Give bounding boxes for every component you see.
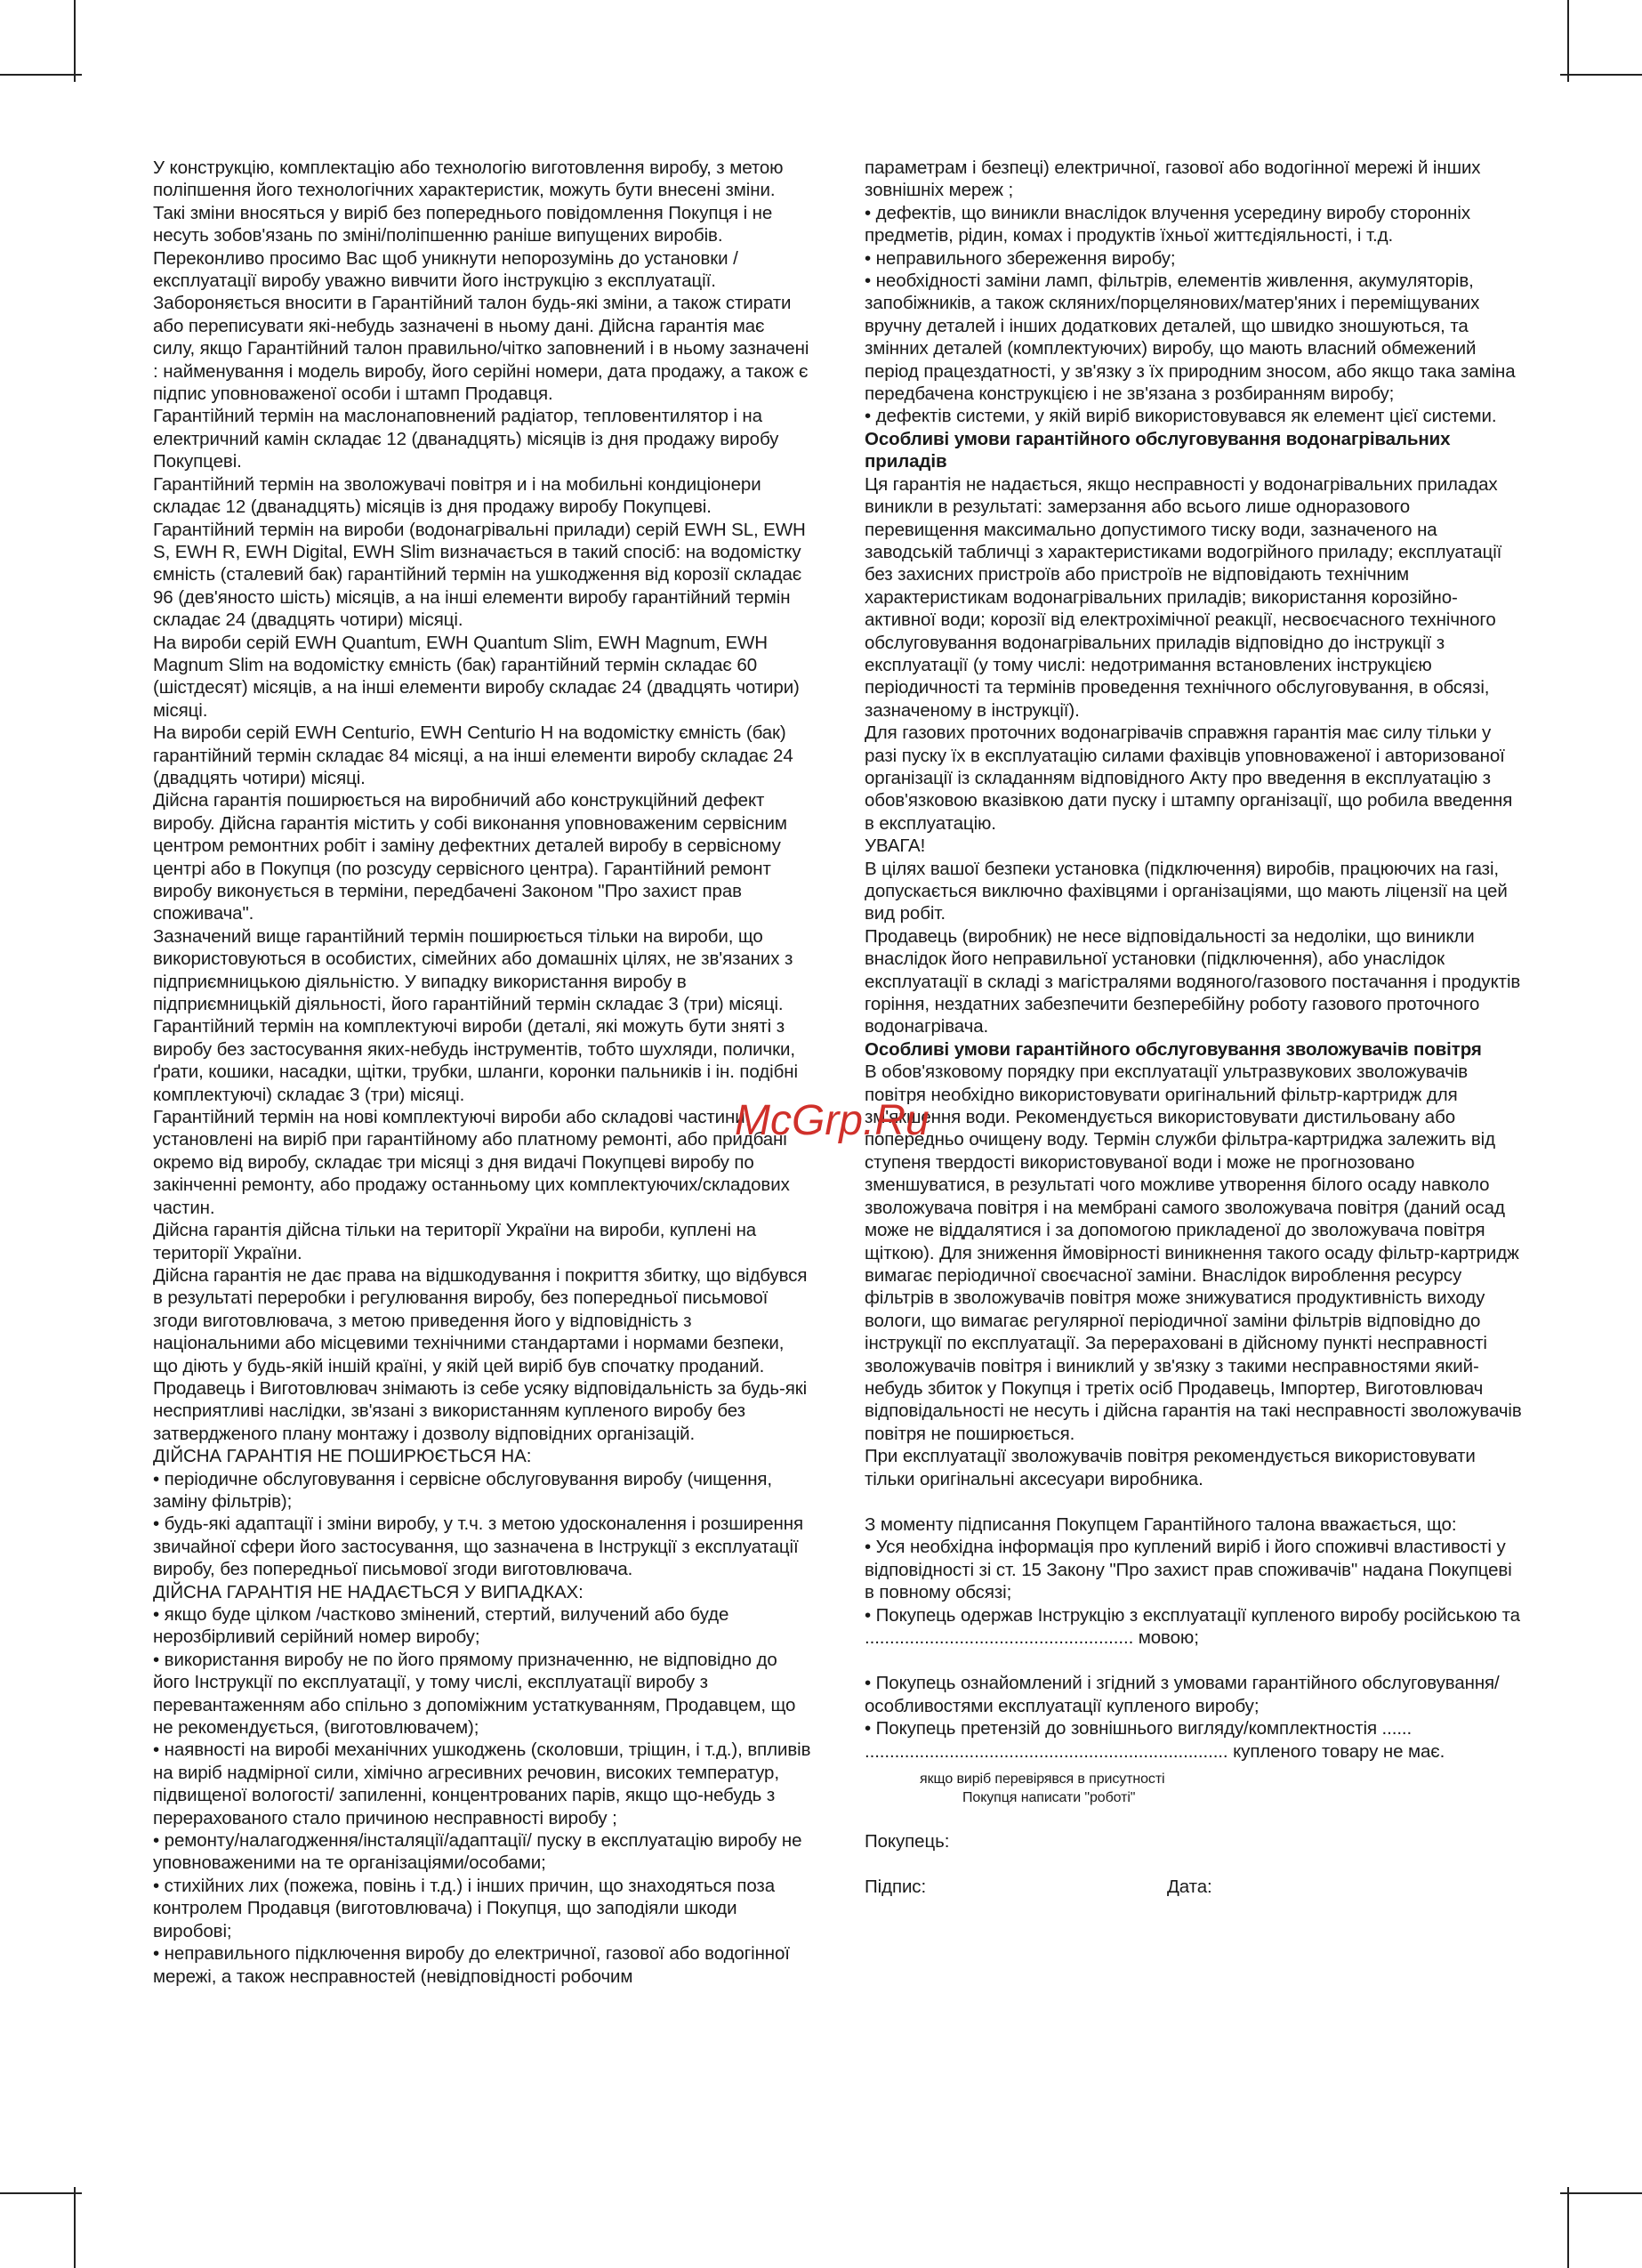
spacer bbox=[865, 1490, 1523, 1513]
crop-mark-top-right-h bbox=[1560, 74, 1642, 76]
heading-humidifiers: Особливі умови гарантійного обслуговування зволожувачів повітря bbox=[865, 1038, 1482, 1060]
tested-note bbox=[920, 1770, 1523, 1807]
paragraph: • будь-які адаптації і зміни виробу, у т.ч. з метою удосконалення і розширення звичайної сфери його застосування, що зазначена в Інструкції з експлуатації виробу, без попередньої письмової згоди виготовлювача. bbox=[153, 1513, 803, 1580]
right-intro-block bbox=[865, 157, 1523, 428]
paragraph: Гарантійний термін на нові комплектуючі вироби або складові частини, установлені на виріб при гарантійному або платному ремонті, або придбані окремо від виробу, складає три місяці з дня видачі Покупцеві виробу по закінченні ремонту, або продажу останньому цих комплектуючих/складових частин. bbox=[153, 1107, 790, 1218]
closing-block-2 bbox=[865, 1672, 1523, 1763]
buyer-label: Покупець: bbox=[865, 1831, 950, 1852]
paragraph: В цілях вашої безпеки установка (підключення) виробів, працюючих на газі, допускається виключно фахівцями і організаціями, що мають ліцензії на цей вид робіт. bbox=[865, 858, 1508, 924]
paragraph: Переконливо просимо Вас щоб уникнути непорозумінь до установки / експлуатації виробу уважно вивчити його інструкцію з експлуатації. Забороняється вносити в Гарантійний талон будь-які зміни, а також стирати або переписувати які-небудь зазначені в ньому дані. Дійсна гарантія має силу, якщо Гарантійний талон правильно/чітко заповнений і в ньому зазначені : найменування і модель виробу, його серійні номери, дата продажу, а також є підпис уповноваженої особи і штамп Продавця. bbox=[153, 247, 809, 405]
crop-mark-top-left-v bbox=[74, 0, 76, 82]
paragraph: Для газових проточних водонагрівачів справжня гарантія має силу тільки у разі пуску їх в експлуатацію силами фахівців уповноваженої і авторизованої організації із складанням відповідного Акту про введення в експлуатацію з обов'язковою вказівкою дати пуску і штампу організації, що робила введення в експлуатацію. bbox=[865, 722, 1513, 834]
paragraph: • дефектів, що виникли внаслідок влучення усередину виробу сторонніх предметів, рідин, комах і продуктів їхньої життєдіяльності, і т.д. bbox=[865, 202, 1470, 246]
signature-row bbox=[865, 1876, 1523, 1898]
crop-mark-bottom-right-h bbox=[1560, 2192, 1642, 2194]
paragraph: • використання виробу не по його прямому призначенню, не відповідно до його Інструкції по експлуатації, у тому числі, експлуатації виробу з перевантаженням або спільно з допоміжним устаткуванням, Продавцем, що не рекомендується, (виготовлювачем); bbox=[153, 1649, 796, 1739]
paragraph: • Покупець одержав Інструкцію з експлуатації купленого виробу російською та ...................................................... мовою; bbox=[865, 1604, 1520, 1648]
paragraph: Дійсна гарантія не дає права на відшкодування і покриття збитку, що відбувся в результаті переробки і регулювання виробу, без попередньої письмової згоди виготовлювача, з метою приведення його у відповідність з національними або місцевими технічними стандартами і нормами безпеки, що діють у будь-якій іншій країні, у якій цей виріб був спочатку проданий. bbox=[153, 1264, 808, 1376]
crop-mark-bottom-right-v bbox=[1567, 2187, 1569, 2268]
paragraph: Гарантійний термін на зволожувачі повітря и і на мобильні кондиціонери складає 12 (дванадцять) місяців із дня продажу виробу Покупцеві. bbox=[153, 473, 761, 518]
paragraph: • неправильного збереження виробу; bbox=[865, 247, 1176, 269]
spacer bbox=[865, 1649, 1523, 1672]
paragraph: УВАГА! bbox=[865, 835, 926, 857]
right-column bbox=[865, 157, 1523, 2132]
paragraph: • ремонту/налагодження/інсталяції/адаптації/ пуску в експлуатацію виробу не уповноваженими на те організаціями/особами; bbox=[153, 1830, 802, 1874]
water-heaters-block bbox=[865, 473, 1523, 1038]
paragraph: Гарантійний термін на маслонаповнений радіатор, тепловентилятор і на електричний камін складає 12 (дванадцять) місяців із дня продажу виробу Покупцеві. bbox=[153, 406, 779, 472]
paragraph: ДІЙСНА ГАРАНТІЯ НЕ НАДАЄТЬСЯ У ВИПАДКАХ: bbox=[153, 1581, 584, 1602]
paragraph: На вироби серій EWH Quantum, EWH Quantum Slim, EWH Magnum, EWH Magnum Slim на водомістку ємність (бак) гарантійний термін складає 60 (шістдесят) місяців, а на інші елементи виробу складає 24 (двадцять чотири) місяці. bbox=[153, 632, 800, 721]
tested-note-line-1: якщо виріб перевірявся в присутності bbox=[920, 1772, 1165, 1788]
paragraph: У конструкцію, комплектацію або технологію виготовлення виробу, з метою поліпшення його технологічних характеристик, можуть бути внесені зміни. Такі зміни вносяться у виріб без попереднього повідомлення Покупця і не несуть зобов'язань по зміні/поліпшенню раніше випущених виробів. bbox=[153, 157, 784, 246]
crop-mark-bottom-left-v bbox=[74, 2187, 76, 2268]
paragraph: • Покупець ознайомлений і згідний з умовами гарантійного обслуговування/особливостями експлуатації купленого виробу; bbox=[865, 1673, 1500, 1716]
paragraph: параметрам і безпеці) електричної, газової або водогінної мережі й інших зовнішніх мереж ; bbox=[865, 157, 1481, 201]
humidifiers-block bbox=[865, 1061, 1523, 1490]
paragraph: Дійсна гарантія дійсна тільки на території України на вироби, куплені на території України. bbox=[153, 1220, 757, 1263]
paragraph: • Покупець претензій до зовнішнього вигляду/комплектностія ...... ......................................................................... купленого товару не має. bbox=[865, 1718, 1445, 1762]
paragraph: Ця гарантія не надається, якщо несправності у водонагрівальних приладах виникли в результаті: замерзання або всього лише одноразового перевищення максимально допустимого тиску води, зазначеного на заводській табличці з характеристиками водогрійного приладу; експлуатації без захисних пристроїв або пристроїв не відповідають технічним характеристикам водонагрівальних приладів; використання корозійно-активної води; корозії від електрохімічної реакції, несвоєчасного технічного обслуговування водонагрівальних приладів відповідно до інструкції з експлуатації (у тому числі: недотримання встановлених інструкцією періодичності та термінів проведення технічного обслуговування, в обсязі, зазначеному в інструкції). bbox=[865, 473, 1502, 721]
paragraph: • необхідності заміни ламп, фільтрів, елементів живлення, акумуляторів, запобіжників, а також скляних/порцелянових/матер'яних і переміщуваних вручну деталей і інших додаткових деталей, що швидко зношуються, та змінних деталей (комплектуючих) виробу, що мають власний обмежений період працездатності, у зв'язку з їх природним зносом, або якщо така заміна передбачена конструкцією і не зв'язана з розбиранням виробу; bbox=[865, 270, 1516, 405]
paragraph: Гарантійний термін на вироби (водонагрівальні прилади) серій EWH SL, EWH S, EWH R, EWH Digital, EWH Slim визначається в такий спосіб: на водомістку ємність (сталевий бак) гарантійний термін на ушкодження від корозії складає 96 (дев'яносто шість) місяців, а на інші елементи виробу гарантійний термін складає 24 (двадцять чотири) місяці. bbox=[153, 519, 806, 631]
paragraph: При експлуатації зволожувачів повітря рекомендується використовувати тільки оригінальні аксесуари виробника. bbox=[865, 1446, 1476, 1489]
paragraph: В обов'язковому порядку при експлуатації ультразвукових зволожувачів повітря необхідно використовувати оригінальний фільтр-картридж для зм'якшення води. Рекомендується використовувати дистильовану або попередньо очищену воду. Термін служби фільтра-картриджа залежить від ступеня твердості використовуваної води і може не прогнозовано зменшуватися, в результаті чого можливе утворення білого осаду навколо зволожувача повітря і на мембрані самого зволожувача повітря (даний осад може не віддалятися і за допомогою прикладеної до зволожувача повітря щіткою). Для зниження ймовірності виникнення такого осаду фільтр-картридж вимагає періодичної своєчасної заміни. Внаслідок вироблення ресурсу фільтрів в зволожувачів повітря може знижуватися продуктивність виходу вологи, що вимагає регулярної періодичної заміни фільтрів відповідно до інструкції по експлуатації. За перераховані в дійсному пункті несправності зволожувачів повітря і виниклий у зв'язку з такими несправностями який-небудь збиток у Покупця і третіх осіб Продавець, Імпортер, Виготовлювач відповідальності не несуть і дійсна гарантія на такі несправності зволожувачів повітря не поширюється. bbox=[865, 1061, 1522, 1444]
crop-mark-bottom-left-h bbox=[0, 2192, 82, 2194]
paragraph: • якщо буде цілком /частково змінений, стертий, вилучений або буде нерозбірливий серійний номер виробу; bbox=[153, 1604, 729, 1648]
paragraph: На вироби серій EWH Centurio, EWH Centurio H на водомістку ємність (бак) гарантійний термін складає 84 місяці, а на інші елементи виробу складає 24 (двадцять чотири) місяці. bbox=[153, 722, 793, 788]
paragraph: Продавець і Виготовлювач знімають із себе усяку відповідальність за будь-які несприятливі наслідки, зв'язані з використанням купленого виробу без затвердженого плану монтажу і дозволу відповідних організацій. bbox=[153, 1377, 808, 1444]
tested-note-line-2: Покупця написати "роботі" bbox=[962, 1790, 1136, 1806]
paragraph: Зазначений вище гарантійний термін поширюється тільки на вироби, що використовуються в особистих, сімейних або домашніх цілях, не зв'язаних з підприємницькою діяльністю. У випадку використання виробу в підприємницькій діяльності, його гарантійний термін складає 3 (три) місяці. Гарантійний термін на комплектуючі вироби (деталі, які можуть бути зняті з виробу без застосування яких-небудь інструментів, тобто шухляди, полички, ґрати, кошики, насадки, щітки, трубки, шланги, коронки пальників і ін. подібні комплектуючі) складає 3 (три) місяці. bbox=[153, 925, 798, 1105]
paragraph: З моменту підписання Покупцем Гарантійного талона вважається, що: bbox=[865, 1513, 1457, 1535]
left-column bbox=[153, 157, 811, 2132]
paragraph: • наявності на виробі механічних ушкоджень (сколовши, тріщин, і т.д.), впливів на виріб надмірної сили, хімічно агресивних речовин, високих температур, підвищеної вологості/ запиленні, концентрованих парів, якщо що-небудь з перерахованого стало причиною несправності виробу ; bbox=[153, 1739, 811, 1828]
paragraph: • стихійних лих (пожежа, повінь і т.д.) і інших причин, що знаходяться поза контролем Продавця (виготовлювача) і Покупця, що заподіяли шкоди виробові; bbox=[153, 1875, 776, 1941]
paragraph: • неправильного підключення виробу до електричної, газової або водогінної мережі, а також несправностей (невідповідності робочим bbox=[153, 1943, 790, 1987]
paragraph: • дефектів системи, у якій виріб використовувався як елемент цієї системи. bbox=[865, 406, 1497, 427]
heading-water-heaters: Особливі умови гарантійного обслуговування водонагрівальних приладів bbox=[865, 428, 1451, 472]
paragraph: ДІЙСНА ГАРАНТІЯ НЕ ПОШИРЮЄТЬСЯ НА: bbox=[153, 1446, 532, 1467]
paragraph: Дійсна гарантія поширюється на виробничий або конструкційний дефект виробу. Дійсна гарантія містить у собі виконання уповноваженим сервісним центром ремонтних робіт і заміну дефектних деталей виробу в сервісному центрі або в Покупця (по розсуду сервісного центра). Гарантійний ремонт виробу виконується в терміни, передбачені Законом "Про захист прав споживача". bbox=[153, 790, 787, 924]
paragraph: • періодичне обслуговування і сервісне обслуговування виробу (чищення, заміну фільтрів); bbox=[153, 1468, 773, 1512]
crop-mark-top-right-v bbox=[1567, 0, 1569, 82]
closing-block bbox=[865, 1513, 1523, 1649]
paragraph: Продавець (виробник) не несе відповідальності за недоліки, що виникли внаслідок його неправильної установки (підключення), або унаслідок експлуатації в складі з магістралями водяного/газового постачання і продуктів горіння, нездатних забезпечити безперебійну роботу газового проточного водонагрівача. bbox=[865, 925, 1521, 1037]
signature-label: Підпис: bbox=[865, 1877, 927, 1898]
paragraph: • Уся необхідна інформація про куплений виріб і його споживчі властивості у відповідності зі ст. 15 Закону "Про захист прав споживачів" надана Покупцеві в повному обсязі; bbox=[865, 1537, 1512, 1603]
date-label: Дата: bbox=[1167, 1877, 1212, 1898]
crop-mark-top-left-h bbox=[0, 74, 82, 76]
watermark-text: McGrp.Ru bbox=[735, 1097, 930, 1144]
